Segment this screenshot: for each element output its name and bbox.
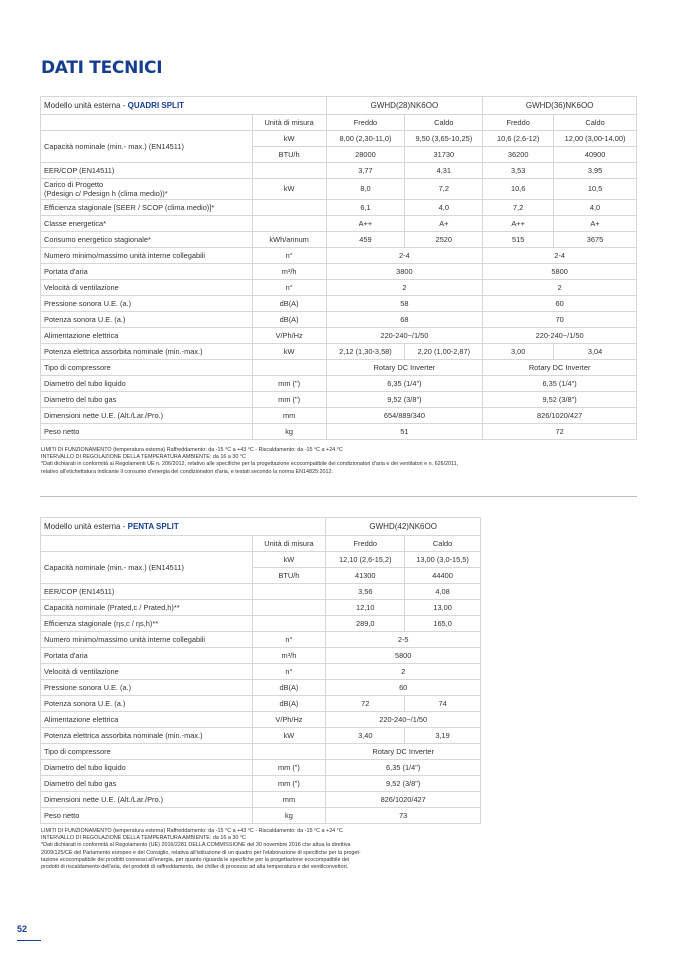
value-cell: 3,04 [554, 344, 637, 360]
unit-cell: BTU/h [252, 568, 326, 584]
value-cell: 31730 [405, 147, 483, 163]
value-cell: 28000 [326, 147, 405, 163]
section-divider [40, 496, 637, 497]
row-label: Numero minimo/massimo unità interne collegabili [41, 632, 253, 648]
table-row [41, 760, 481, 776]
unit-cell: kWh/annum [252, 232, 326, 248]
unit-cell: n° [252, 632, 326, 648]
unit-cell: V/Ph/Hz [252, 712, 326, 728]
table-row [41, 776, 481, 792]
row-label: Peso netto [41, 808, 253, 824]
unit-cell: mm (") [252, 760, 326, 776]
value-cell: 60 [483, 296, 637, 312]
table-row [41, 792, 481, 808]
table-row [41, 616, 481, 632]
row-label: Potenza elettrica assorbita nominale (min.-max.) [41, 344, 253, 360]
row-label: Numero minimo/massimo unità interne collegabili [41, 248, 253, 264]
unit-cell: dB(A) [252, 296, 326, 312]
value-cell: 5800 [483, 264, 637, 280]
table-row [41, 536, 481, 552]
row-label: Carico di Progetto (Pdesign c/ Pdesign h (clima medio))* [41, 179, 253, 200]
table-row [41, 408, 637, 424]
page-number: 52 [17, 924, 28, 934]
value-cell: 74 [405, 696, 481, 712]
unit-cell [252, 360, 326, 376]
value-cell: Rotary DC Inverter [483, 360, 637, 376]
table-row [41, 664, 481, 680]
unit-cell [252, 200, 326, 216]
table-row [41, 163, 637, 179]
table-row [41, 712, 481, 728]
table-row [41, 696, 481, 712]
table-row [41, 632, 481, 648]
unit-cell: kW [252, 728, 326, 744]
unit-cell: mm (") [252, 376, 326, 392]
value-cell: 3,56 [326, 584, 405, 600]
value-cell: 13,00 (3,0-15,5) [405, 552, 481, 568]
quadri-split-table [40, 96, 637, 440]
value-cell: 654/889/340 [326, 408, 483, 424]
value-cell: 3800 [326, 264, 483, 280]
value-cell: 3,53 [483, 163, 554, 179]
unit-cell: mm [252, 792, 326, 808]
table-row [41, 552, 481, 568]
value-cell: 9,52 (3/8") [483, 392, 637, 408]
row-label: Potenza sonora U.E. (a.) [41, 312, 253, 328]
value-cell: 44400 [405, 568, 481, 584]
value-cell: 826/1020/427 [326, 792, 481, 808]
value-cell: 10,6 [483, 179, 554, 200]
row-label: Velocità di ventilazione [41, 664, 253, 680]
row-label: Potenza sonora U.E. (a.) [41, 696, 253, 712]
table-row [41, 200, 637, 216]
value-cell: 2-4 [326, 248, 483, 264]
model-code: GWHD(36)NK6OO [483, 97, 637, 115]
value-cell: 220-240~/1/50 [326, 712, 481, 728]
value-cell: 13,00 [405, 600, 481, 616]
unit-cell [252, 616, 326, 632]
value-cell: 12,10 (2,6-15,2) [326, 552, 405, 568]
unit-cell: m³/h [252, 648, 326, 664]
value-cell: 220-240~/1/50 [483, 328, 637, 344]
row-label: Velocità di ventilazione [41, 280, 253, 296]
row-label: EER/COP (EN14511) [41, 163, 253, 179]
model-label: Modello unità esterna - QUADRI SPLIT [41, 97, 327, 115]
value-cell: 40900 [554, 147, 637, 163]
value-cell: Rotary DC Inverter [326, 360, 483, 376]
value-cell: 515 [483, 232, 554, 248]
unit-cell: mm [252, 408, 326, 424]
value-cell: 8,00 (2,30-11,0) [326, 131, 405, 147]
table-row [41, 328, 637, 344]
value-cell: 2-4 [483, 248, 637, 264]
table-row [41, 179, 637, 200]
value-cell: 9,52 (3/8") [326, 776, 481, 792]
table-row [41, 600, 481, 616]
value-cell: 60 [326, 680, 481, 696]
value-cell: 72 [483, 424, 637, 440]
unit-cell [252, 600, 326, 616]
mode-header: Caldo [554, 115, 637, 131]
table-row [41, 264, 637, 280]
mode-header: Freddo [326, 115, 405, 131]
row-label: Diametro del tubo gas [41, 392, 253, 408]
note-line: LIMITI DI FUNZIONAMENTO (temperatura esterna) Raffreddamento: da -15 °C a +43 °C - Riscaldamento: da -15 °C a +24 °C [41, 828, 343, 834]
value-cell: 4,0 [405, 200, 483, 216]
row-label: Tipo di compressore [41, 744, 253, 760]
table-row [41, 648, 481, 664]
value-cell: 3,40 [326, 728, 405, 744]
table-row [41, 115, 637, 131]
table-row [41, 232, 637, 248]
unit-cell: n° [252, 280, 326, 296]
value-cell: 70 [483, 312, 637, 328]
row-label: Capacità nominale (min.- max.) (EN14511) [41, 131, 253, 163]
unit-cell: kW [252, 552, 326, 568]
table-row [41, 808, 481, 824]
unit-cell [252, 216, 326, 232]
value-cell: 7,2 [405, 179, 483, 200]
value-cell: 4,0 [554, 200, 637, 216]
value-cell: 4,31 [405, 163, 483, 179]
unit-cell [252, 584, 326, 600]
unit-cell: mm (") [252, 392, 326, 408]
value-cell: 68 [326, 312, 483, 328]
page-title: DATI TECNICI [41, 58, 163, 78]
value-cell: 10,6 (2,6-12) [483, 131, 554, 147]
row-label: Pressione sonora U.E. (a.) [41, 680, 253, 696]
table-row [41, 344, 637, 360]
table-row [41, 296, 637, 312]
value-cell: 3,95 [554, 163, 637, 179]
table-row [41, 392, 637, 408]
value-cell: 220-240~/1/50 [326, 328, 483, 344]
units-header: Unità di misura [252, 536, 326, 552]
table-row [41, 216, 637, 232]
unit-cell: mm (") [252, 776, 326, 792]
table-row [41, 280, 637, 296]
unit-cell: n° [252, 248, 326, 264]
mode-header: Caldo [405, 115, 483, 131]
unit-cell: V/Ph/Hz [252, 328, 326, 344]
value-cell: A++ [483, 216, 554, 232]
value-cell: 72 [326, 696, 405, 712]
row-label: Classe energetica* [41, 216, 253, 232]
value-cell: 10,5 [554, 179, 637, 200]
value-cell: 6,1 [326, 200, 405, 216]
value-cell: 2,20 (1,00-2,87) [405, 344, 483, 360]
table-row [41, 584, 481, 600]
value-cell: 7,2 [483, 200, 554, 216]
row-label: Dimensioni nette U.E. (Alt./Lar./Pro.) [41, 408, 253, 424]
value-cell: 6,35 (1/4") [483, 376, 637, 392]
quadri-notes [41, 447, 458, 476]
value-cell: 2 [483, 280, 637, 296]
row-label: Portata d'aria [41, 648, 253, 664]
value-cell: 2 [326, 280, 483, 296]
table-row [41, 424, 637, 440]
mode-header: Caldo [405, 536, 481, 552]
row-label: EER/COP (EN14511) [41, 584, 253, 600]
row-label: Diametro del tubo liquido [41, 760, 253, 776]
unit-cell: kW [252, 344, 326, 360]
value-cell: 12,00 (3,00-14,00) [554, 131, 637, 147]
row-label: Diametro del tubo liquido [41, 376, 253, 392]
row-label: Tipo di compressore [41, 360, 253, 376]
unit-cell: BTU/h [252, 147, 326, 163]
value-cell: 289,0 [326, 616, 405, 632]
value-cell: 58 [326, 296, 483, 312]
note-line: prodotti di riscaldamento dell'aria, dei prodotti di raffreddamento, dei chiller di processo ad alta temperatura e dei ventilconvettori. [41, 864, 349, 871]
value-cell: 9,52 (3/8") [326, 392, 483, 408]
unit-cell: n° [252, 664, 326, 680]
value-cell: 73 [326, 808, 481, 824]
note-line: 2009/125/CE del Parlamento europeo e del Consiglio, relativa all'istituzione di un quadro per l'elaborazione di specifiche per la proget- [41, 849, 361, 856]
value-cell: 8,0 [326, 179, 405, 200]
value-cell: 826/1020/427 [483, 408, 637, 424]
row-label: Peso netto [41, 424, 253, 440]
model-code: GWHD(28)NK6OO [326, 97, 483, 115]
note-line: LIMITI DI FUNZIONAMENTO (temperatura esterna) Raffreddamento: da -15 °C a +43 °C - Riscaldamento: da -15 °C a +24 °C [41, 447, 343, 453]
table-row [41, 131, 637, 147]
page-number-underline [17, 940, 41, 941]
unit-cell: m³/h [252, 264, 326, 280]
value-cell: 3,19 [405, 728, 481, 744]
table-row [41, 376, 637, 392]
row-label: Capacità nominale (Prated,c / Prated,h)** [41, 600, 253, 616]
row-label: Capacità nominale (min.- max.) (EN14511) [41, 552, 253, 584]
row-label: Efficienza stagionale (ηs,c / ηs,h)** [41, 616, 253, 632]
value-cell: 9,50 (3,65-10,25) [405, 131, 483, 147]
value-cell: A+ [405, 216, 483, 232]
units-header: Unità di misura [252, 115, 326, 131]
value-cell: 2520 [405, 232, 483, 248]
value-cell: 41300 [326, 568, 405, 584]
value-cell: 2 [326, 664, 481, 680]
table-header-row [41, 97, 637, 115]
value-cell: A++ [326, 216, 405, 232]
note-line: *Dati dichiarati in conformità al Regolamento (UE) 2016/2281 DELLA COMMISSIONE del 30 novembre 2016 che attua la direttiva [41, 842, 351, 849]
table-row [41, 312, 637, 328]
row-label: Diametro del tubo gas [41, 776, 253, 792]
value-cell: 36200 [483, 147, 554, 163]
row-label: Efficienza stagionale [SEER / SCOP (clima medio)]* [41, 200, 253, 216]
unit-cell: kg [252, 808, 326, 824]
value-cell: 5800 [326, 648, 481, 664]
table-row [41, 360, 637, 376]
value-cell: 6,35 (1/4") [326, 760, 481, 776]
table-row [41, 744, 481, 760]
model-code: GWHD(42)NK6OO [326, 518, 481, 536]
value-cell: Rotary DC Inverter [326, 744, 481, 760]
value-cell: A+ [554, 216, 637, 232]
note-line: INTERVALLO DI REGOLAZIONE DELLA TEMPERATURA AMBIENTE: da 16 a 30 °C [41, 835, 246, 842]
row-label: Alimentazione elettrica [41, 712, 253, 728]
table-row [41, 248, 637, 264]
value-cell: 2,12 (1,30-3,58) [326, 344, 405, 360]
row-label: Alimentazione elettrica [41, 328, 253, 344]
unit-cell [252, 163, 326, 179]
value-cell: 3675 [554, 232, 637, 248]
value-cell: 165,0 [405, 616, 481, 632]
mode-header: Freddo [326, 536, 405, 552]
model-label: Modello unità esterna - PENTA SPLIT [41, 518, 326, 536]
row-label: Dimensioni nette U.E. (Alt./Lar./Pro.) [41, 792, 253, 808]
value-cell: 6,35 (1/4") [326, 376, 483, 392]
unit-cell: dB(A) [252, 680, 326, 696]
note-line: relativo all'etichettatura indicante il consumo d'energia dei condizionatori d'aria, e testati secondo la norma EN14825:2012. [41, 468, 333, 475]
unit-cell: kW [252, 131, 326, 147]
penta-notes [41, 828, 361, 871]
penta-split-table [40, 517, 481, 824]
table-header-row [41, 518, 481, 536]
row-label: Potenza elettrica assorbita nominale (min.-max.) [41, 728, 253, 744]
row-label: Consumo energetico stagionale* [41, 232, 253, 248]
mode-header: Freddo [483, 115, 554, 131]
note-line: INTERVALLO DI REGOLAZIONE DELLA TEMPERATURA AMBIENTE: da 16 a 30 °C [41, 454, 246, 461]
unit-cell: dB(A) [252, 312, 326, 328]
unit-cell: kg [252, 424, 326, 440]
value-cell: 51 [326, 424, 483, 440]
row-label: Portata d'aria [41, 264, 253, 280]
value-cell: 2-5 [326, 632, 481, 648]
value-cell: 12,10 [326, 600, 405, 616]
value-cell: 4,08 [405, 584, 481, 600]
unit-cell [252, 744, 326, 760]
unit-cell: kW [252, 179, 326, 200]
unit-cell: dB(A) [252, 696, 326, 712]
note-line: *Dati dichiarati in conformità ai Regolamenti UE n. 206/2012, relativo alle specifiche per la progettazione ecocompatibile dei condizionatori d'aria e dei ventilatori e n. 626/2011, [41, 461, 459, 468]
value-cell: 3,77 [326, 163, 405, 179]
table-row [41, 680, 481, 696]
table-row [41, 728, 481, 744]
note-line: tazione ecocompatibile dei prodotti connessi all'energia, per quanto riguarda le specifiche per la progettazione ecocompatibile dei [41, 856, 350, 863]
value-cell: 459 [326, 232, 405, 248]
value-cell: 3,00 [483, 344, 554, 360]
row-label: Pressione sonora U.E. (a.) [41, 296, 253, 312]
